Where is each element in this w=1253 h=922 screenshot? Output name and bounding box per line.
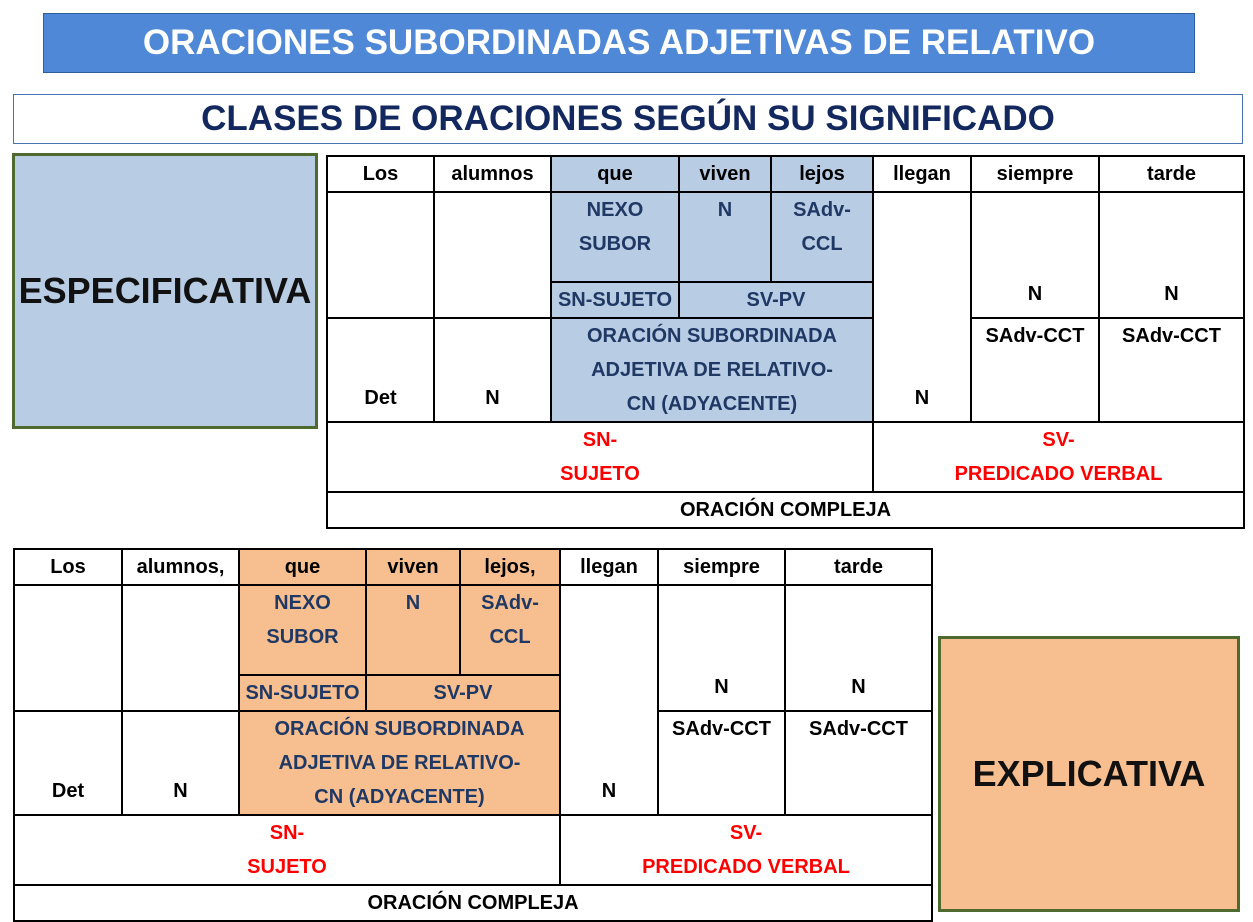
cct-cell: SAdv-CCT — [658, 711, 785, 815]
subordinate-line: ORACIÓN SUBORDINADA — [587, 325, 837, 347]
specificative-analysis-table — [326, 155, 1245, 529]
cct-cell: SAdv-CCT — [1099, 318, 1244, 422]
word-cell: alumnos — [434, 156, 551, 192]
word-row — [327, 156, 1244, 192]
sn-sujeto-sub-cell: SN-SUJETO — [239, 675, 366, 711]
ccl-cell — [771, 192, 873, 282]
ccl-line: CCL — [801, 233, 843, 255]
oracion-compleja-cell: ORACIÓN COMPLEJA — [327, 492, 1244, 528]
clause-row — [327, 318, 1244, 422]
sentence-row — [327, 492, 1244, 528]
nucleus-cell: N — [1099, 192, 1244, 318]
ccl-line: CCL — [489, 626, 531, 648]
nexo-cell — [239, 585, 366, 675]
subordinate-clause-cell — [551, 318, 873, 422]
nucleus-cell: N — [122, 711, 239, 815]
nucleus-cell: N — [658, 585, 785, 711]
word-cell: lejos, — [460, 549, 560, 585]
page-title: ORACIONES SUBORDINADAS ADJETIVAS DE RELATIVO — [43, 13, 1195, 73]
word-cell: siempre — [658, 549, 785, 585]
nucleus-cell: N — [434, 318, 551, 422]
page-subtitle: CLASES DE ORACIONES SEGÚN SU SIGNIFICADO — [13, 94, 1243, 144]
nexo-cell — [551, 192, 679, 282]
nexo-line: NEXO — [586, 199, 644, 221]
phrase-row — [14, 815, 932, 885]
phrase-row — [327, 422, 1244, 492]
cct-cell: SAdv-CCT — [971, 318, 1099, 422]
ccl-line: SAdv- — [481, 592, 539, 614]
subordinate-line: ADJETIVA DE RELATIVO- — [278, 752, 521, 774]
nucleus-cell: N — [679, 192, 771, 282]
nucleus-cell: N — [366, 585, 460, 675]
sn-sujeto-line: SUJETO — [247, 856, 327, 878]
word-cell: lejos — [771, 156, 873, 192]
word-cell: que — [551, 156, 679, 192]
sn-sujeto-cell — [327, 422, 873, 492]
word-cell: viven — [679, 156, 771, 192]
sn-sujeto-sub-cell: SN-SUJETO — [551, 282, 679, 318]
nucleus-cell: N — [785, 585, 932, 711]
verb-nucleus-cell: N — [873, 192, 971, 422]
nucleus-cell: N — [971, 192, 1099, 318]
nexo-line: SUBOR — [266, 626, 339, 648]
oracion-compleja-cell: ORACIÓN COMPLEJA — [14, 885, 932, 921]
word-row — [14, 549, 932, 585]
word-cell: siempre — [971, 156, 1099, 192]
sv-predicado-cell — [560, 815, 932, 885]
word-cell: alumnos, — [122, 549, 239, 585]
sn-sujeto-cell — [14, 815, 560, 885]
sv-predicado-line: SV- — [1042, 429, 1075, 451]
sentence-row — [14, 885, 932, 921]
word-cell: viven — [366, 549, 460, 585]
subordinate-line: ADJETIVA DE RELATIVO- — [591, 359, 833, 381]
sv-predicado-line: PREDICADO VERBAL — [642, 856, 850, 878]
empty-cell — [122, 585, 239, 711]
sv-predicado-line: PREDICADO VERBAL — [954, 463, 1163, 485]
subordinate-line: ORACIÓN SUBORDINADA — [274, 718, 525, 740]
nexo-line: NEXO — [274, 592, 331, 614]
sn-sujeto-line: SN- — [269, 822, 305, 844]
empty-cell — [327, 192, 434, 318]
subordinate-line: CN (ADYACENTE) — [626, 393, 798, 415]
word-cell: llegan — [560, 549, 658, 585]
nexo-line: SUBOR — [578, 233, 652, 255]
explicative-label: EXPLICATIVA — [938, 636, 1240, 912]
verb-nucleus-cell: N — [560, 585, 658, 815]
subordinate-clause-cell — [239, 711, 560, 815]
empty-cell — [434, 192, 551, 318]
subordinate-line: CN (ADYACENTE) — [314, 786, 485, 808]
function-row — [327, 192, 1244, 282]
sv-predicado-line: SV- — [729, 822, 763, 844]
det-cell: Det — [327, 318, 434, 422]
word-cell: Los — [14, 549, 122, 585]
word-cell: llegan — [873, 156, 971, 192]
empty-cell — [14, 585, 122, 711]
word-cell: que — [239, 549, 366, 585]
explicative-analysis-table — [13, 548, 933, 922]
word-cell: tarde — [785, 549, 932, 585]
det-cell: Det — [14, 711, 122, 815]
ccl-cell — [460, 585, 560, 675]
sn-sujeto-line: SUJETO — [560, 463, 640, 485]
sn-sujeto-line: SN- — [582, 429, 618, 451]
sv-predicado-cell — [873, 422, 1244, 492]
sv-pv-cell: SV-PV — [679, 282, 873, 318]
word-cell: tarde — [1099, 156, 1244, 192]
cct-cell: SAdv-CCT — [785, 711, 932, 815]
function-row — [14, 585, 932, 675]
ccl-line: SAdv- — [793, 199, 851, 221]
sv-pv-cell: SV-PV — [366, 675, 560, 711]
specificative-label: ESPECIFICATIVA — [12, 153, 318, 429]
clause-row — [14, 711, 932, 815]
word-cell: Los — [327, 156, 434, 192]
